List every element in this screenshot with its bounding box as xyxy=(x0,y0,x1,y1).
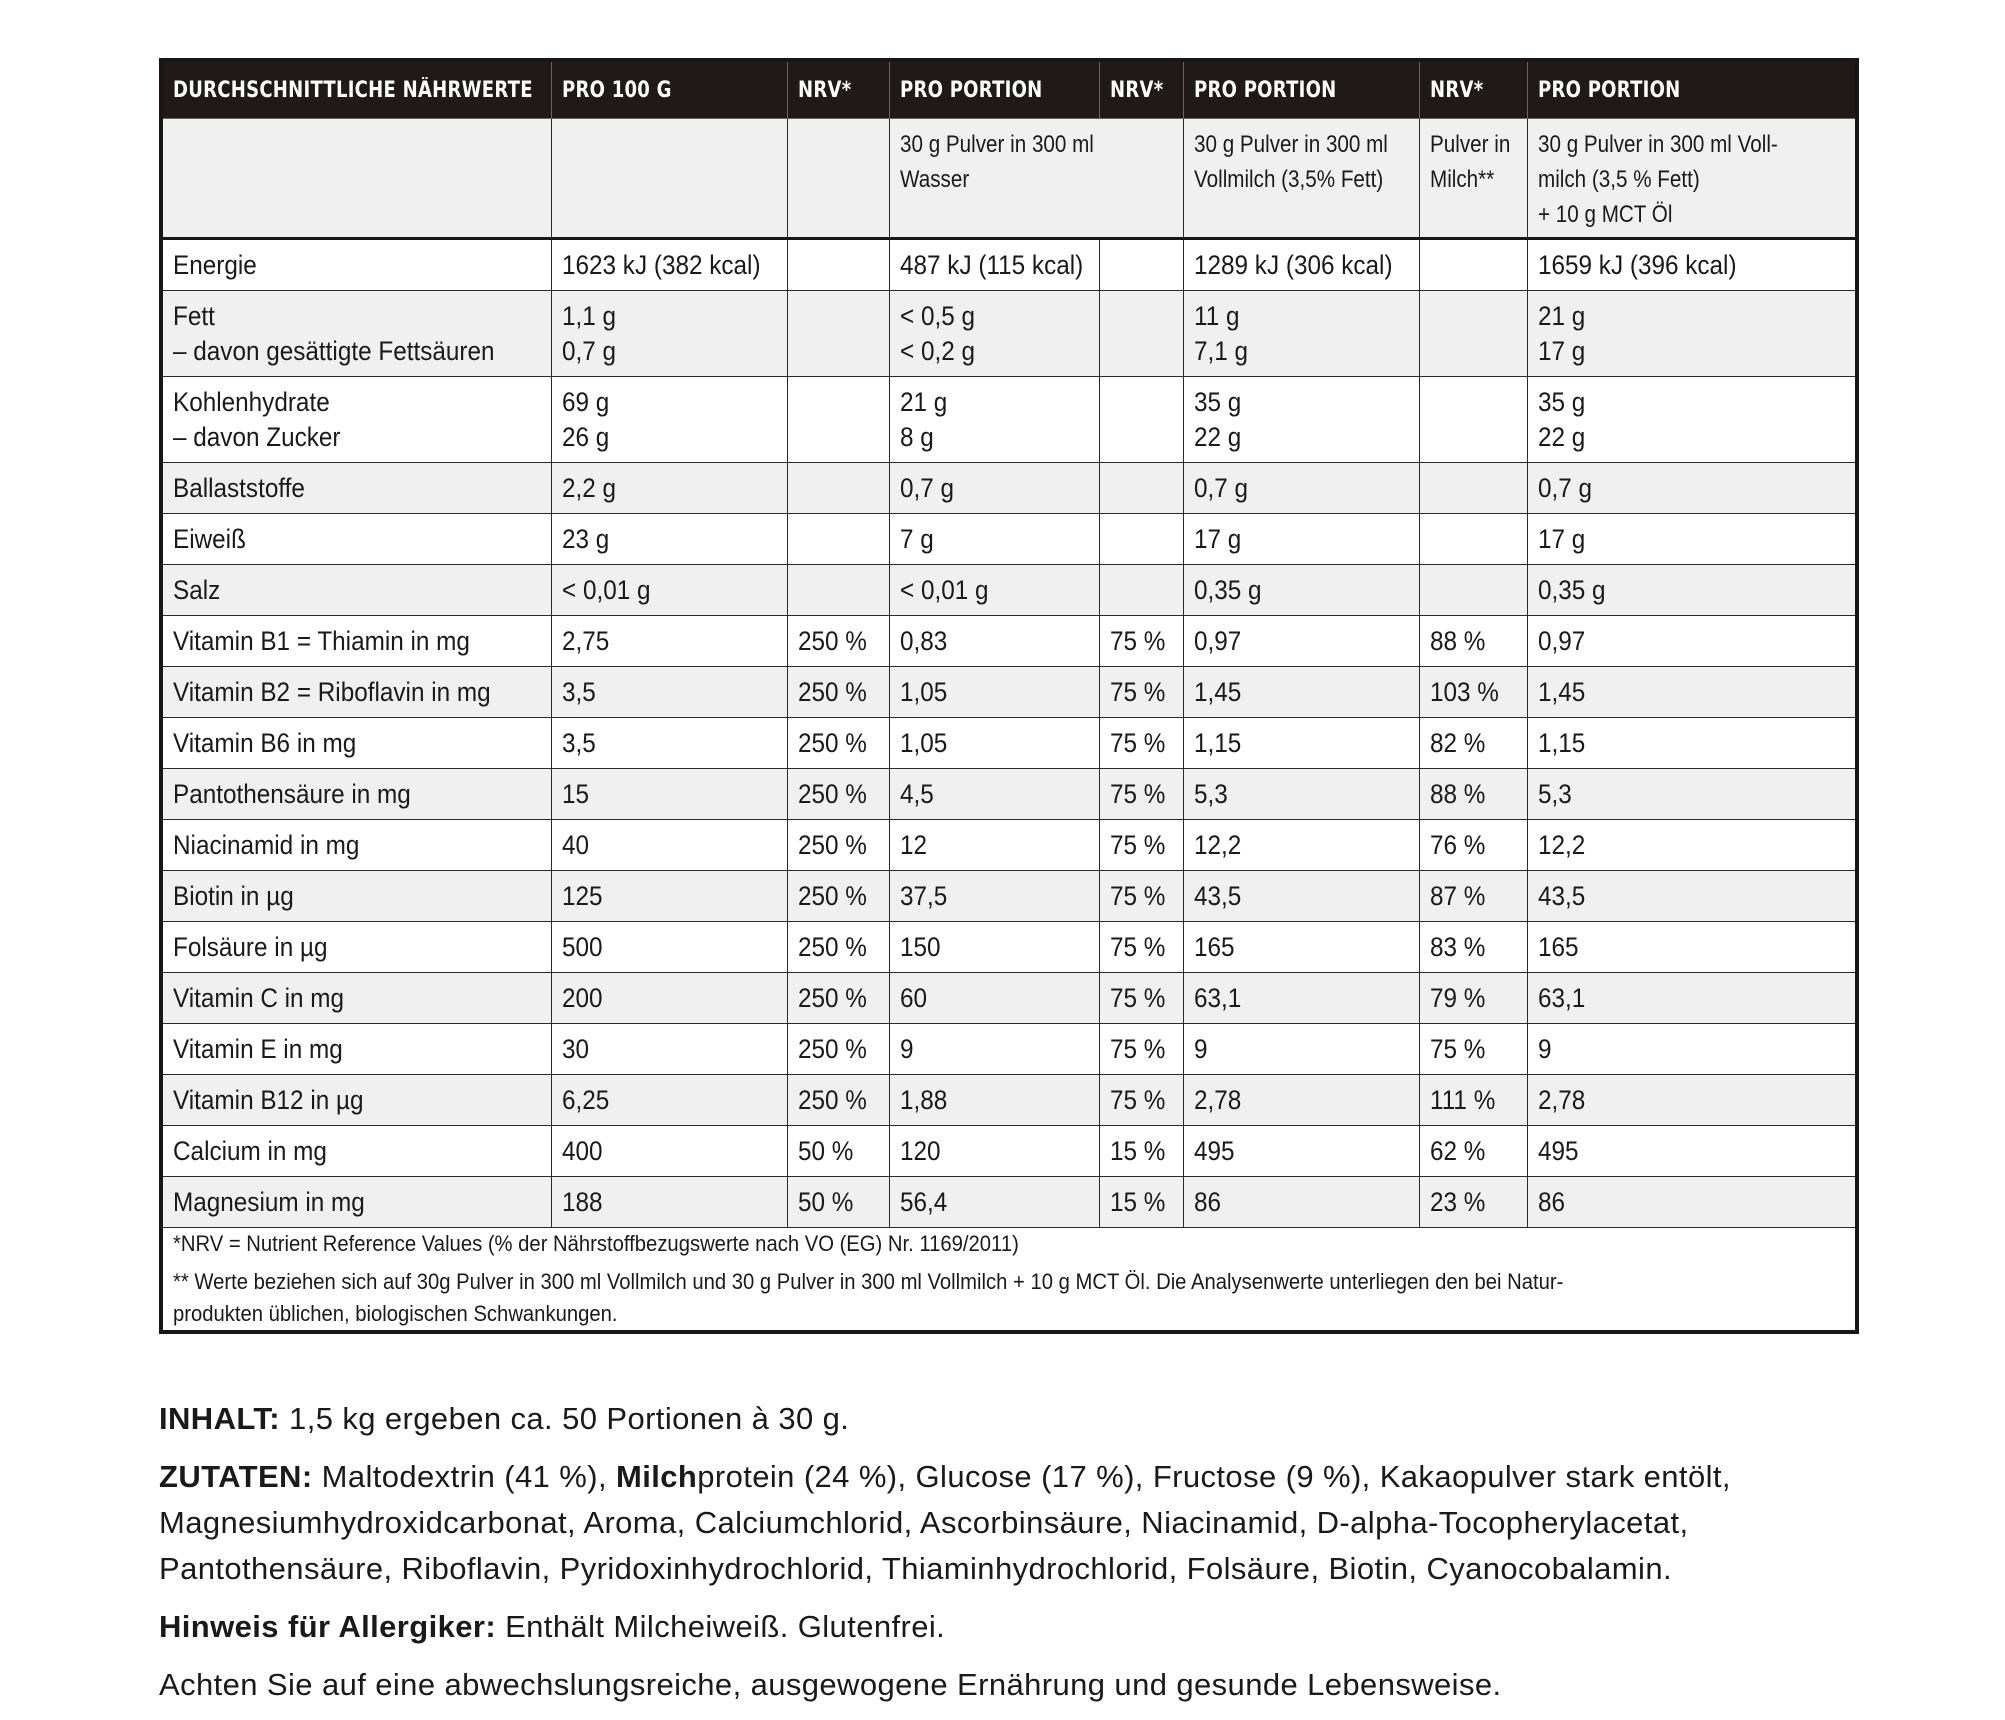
value-cell: 1659 kJ (396 kcal) xyxy=(1527,239,1857,291)
value-cell: 75 % xyxy=(1099,973,1183,1024)
ingredients-text-1: Maltodextrin (41 %), xyxy=(312,1459,616,1494)
value-cell: 88 % xyxy=(1419,616,1527,667)
allergen-text: Enthält Milcheiweiß. Glutenfrei. xyxy=(496,1609,946,1644)
value-cell: 75 % xyxy=(1099,922,1183,973)
nutrient-name-cell: Ballaststoffe xyxy=(161,463,551,514)
table-subheader-row xyxy=(161,119,1857,239)
value-cell xyxy=(1419,377,1527,463)
value-cell: 125 xyxy=(551,871,787,922)
value-cell: 9 xyxy=(1527,1024,1857,1075)
table-row xyxy=(161,769,1857,820)
value-cell: 1289 kJ (306 kcal) xyxy=(1183,239,1419,291)
table-row xyxy=(161,667,1857,718)
value-cell: 3,5 xyxy=(551,667,787,718)
nutrient-name-cell: Eiweiß xyxy=(161,514,551,565)
value-cell: 165 xyxy=(1183,922,1419,973)
value-cell xyxy=(1419,239,1527,291)
nutrient-name-cell: Niacinamid in mg xyxy=(161,820,551,871)
value-cell: 87 % xyxy=(1419,871,1527,922)
table-row xyxy=(161,463,1857,514)
value-cell: 83 % xyxy=(1419,922,1527,973)
value-cell: < 0,5 g < 0,2 g xyxy=(889,291,1099,377)
value-cell: 56,4 xyxy=(889,1177,1099,1228)
footnote-milk: ** Werte beziehen sich auf 30g Pulver in 300 ml Vollmilch und 30 g Pulver in 300 ml Vollmilch + 10 g MCT Öl. Die Analysenwerte unterliegen den bei Natur- produkten üblichen, biologischen Schwankungen. xyxy=(173,1269,1564,1326)
subheader-cell xyxy=(787,119,889,239)
value-cell: 75 % xyxy=(1099,1075,1183,1126)
value-cell: 1,88 xyxy=(889,1075,1099,1126)
value-cell: 75 % xyxy=(1099,820,1183,871)
value-cell: 188 xyxy=(551,1177,787,1228)
nutrition-table xyxy=(159,58,1859,1334)
nutrient-name-cell: Vitamin E in mg xyxy=(161,1024,551,1075)
value-cell: 17 g xyxy=(1183,514,1419,565)
value-cell: 250 % xyxy=(787,667,889,718)
value-cell: 75 % xyxy=(1099,667,1183,718)
value-cell: 12,2 xyxy=(1183,820,1419,871)
value-cell: 86 xyxy=(1527,1177,1857,1228)
nutrient-name-cell: Salz xyxy=(161,565,551,616)
value-cell: 40 xyxy=(551,820,787,871)
value-cell: 5,3 xyxy=(1527,769,1857,820)
value-cell: 15 % xyxy=(1099,1126,1183,1177)
table-row xyxy=(161,718,1857,769)
value-cell: 0,97 xyxy=(1183,616,1419,667)
footnote-nrv: *NRV = Nutrient Reference Values (% der Nährstoffbezugswerte nach VO (EG) Nr. 1169/2011) xyxy=(173,1231,1019,1256)
value-cell: 165 xyxy=(1527,922,1857,973)
value-cell: 1,45 xyxy=(1527,667,1857,718)
value-cell: 35 g 22 g xyxy=(1183,377,1419,463)
value-cell: 75 % xyxy=(1099,769,1183,820)
value-cell: 250 % xyxy=(787,922,889,973)
value-cell: 1,45 xyxy=(1183,667,1419,718)
header-cell: NRV* xyxy=(1419,60,1527,119)
closing-line: Achten Sie auf eine abwechslungsreiche, ausgewogene Ernährung und gesunde Lebensweise. xyxy=(159,1667,1502,1702)
nutrient-name-cell: Folsäure in µg xyxy=(161,922,551,973)
value-cell: 63,1 xyxy=(1527,973,1857,1024)
nutrient-name-cell: Vitamin B6 in mg xyxy=(161,718,551,769)
table-row xyxy=(161,820,1857,871)
table-row xyxy=(161,973,1857,1024)
header-cell: NRV* xyxy=(1099,60,1183,119)
header-cell: NRV* xyxy=(787,60,889,119)
value-cell xyxy=(787,377,889,463)
value-cell: 76 % xyxy=(1419,820,1527,871)
table-row xyxy=(161,616,1857,667)
value-cell: 2,78 xyxy=(1527,1075,1857,1126)
value-cell: 11 g 7,1 g xyxy=(1183,291,1419,377)
value-cell: 86 xyxy=(1183,1177,1419,1228)
value-cell: 75 % xyxy=(1419,1024,1527,1075)
value-cell: 79 % xyxy=(1419,973,1527,1024)
value-cell: 60 xyxy=(889,973,1099,1024)
value-cell: 62 % xyxy=(1419,1126,1527,1177)
nutrient-name-cell: Vitamin B12 in µg xyxy=(161,1075,551,1126)
contents-line xyxy=(159,1396,1879,1442)
table-row xyxy=(161,1126,1857,1177)
table-row xyxy=(161,1177,1857,1228)
value-cell: 0,97 xyxy=(1527,616,1857,667)
value-cell xyxy=(787,463,889,514)
header-cell: PRO 100 G xyxy=(551,60,787,119)
subheader-cell: Pulver in Milch** xyxy=(1419,119,1527,239)
nutrient-name-cell: Kohlenhydrate – davon Zucker xyxy=(161,377,551,463)
value-cell: 4,5 xyxy=(889,769,1099,820)
value-cell: 69 g 26 g xyxy=(551,377,787,463)
value-cell: 1,15 xyxy=(1183,718,1419,769)
value-cell: 200 xyxy=(551,973,787,1024)
value-cell xyxy=(787,514,889,565)
value-cell: 250 % xyxy=(787,820,889,871)
value-cell: 250 % xyxy=(787,973,889,1024)
value-cell: 250 % xyxy=(787,769,889,820)
value-cell: 250 % xyxy=(787,1024,889,1075)
value-cell xyxy=(787,291,889,377)
value-cell: 0,7 g xyxy=(1527,463,1857,514)
value-cell: 9 xyxy=(1183,1024,1419,1075)
header-cell: PRO PORTION xyxy=(1183,60,1419,119)
value-cell: 0,83 xyxy=(889,616,1099,667)
value-cell: 6,25 xyxy=(551,1075,787,1126)
value-cell: 30 xyxy=(551,1024,787,1075)
value-cell: 3,5 xyxy=(551,718,787,769)
subheader-cell xyxy=(551,119,787,239)
value-cell: 103 % xyxy=(1419,667,1527,718)
value-cell: 88 % xyxy=(1419,769,1527,820)
header-cell: PRO PORTION xyxy=(1527,60,1857,119)
value-cell: 1,05 xyxy=(889,667,1099,718)
value-cell: 75 % xyxy=(1099,871,1183,922)
subheader-cell: 30 g Pulver in 300 ml Vollmilch (3,5% Fett) xyxy=(1183,119,1419,239)
value-cell xyxy=(1419,565,1527,616)
table-row xyxy=(161,1024,1857,1075)
nutrient-name-cell: Biotin in µg xyxy=(161,871,551,922)
nutrient-name-cell: Vitamin C in mg xyxy=(161,973,551,1024)
value-cell: 7 g xyxy=(889,514,1099,565)
value-cell: 75 % xyxy=(1099,718,1183,769)
value-cell xyxy=(1099,463,1183,514)
value-cell: 150 xyxy=(889,922,1099,973)
value-cell: 487 kJ (115 kcal) xyxy=(889,239,1099,291)
table-row xyxy=(161,239,1857,291)
value-cell: 0,7 g xyxy=(889,463,1099,514)
nutrient-name-cell: Magnesium in mg xyxy=(161,1177,551,1228)
value-cell: 15 % xyxy=(1099,1177,1183,1228)
value-cell xyxy=(1419,514,1527,565)
value-cell: 35 g 22 g xyxy=(1527,377,1857,463)
value-cell: 12 xyxy=(889,820,1099,871)
value-cell: 2,78 xyxy=(1183,1075,1419,1126)
value-cell: 15 xyxy=(551,769,787,820)
table-row xyxy=(161,922,1857,973)
table-header-row xyxy=(161,60,1857,119)
value-cell xyxy=(1099,565,1183,616)
nutrient-name-cell: Pantothensäure in mg xyxy=(161,769,551,820)
table-row xyxy=(161,1075,1857,1126)
value-cell xyxy=(787,565,889,616)
value-cell: 500 xyxy=(551,922,787,973)
table-row xyxy=(161,377,1857,463)
nutrient-name-cell: Energie xyxy=(161,239,551,291)
value-cell: 12,2 xyxy=(1527,820,1857,871)
value-cell: 1,05 xyxy=(889,718,1099,769)
value-cell: 43,5 xyxy=(1527,871,1857,922)
value-cell: 0,35 g xyxy=(1527,565,1857,616)
nutrient-name-cell: Fett – davon gesättigte Fettsäuren xyxy=(161,291,551,377)
value-cell xyxy=(1419,291,1527,377)
header-cell: PRO PORTION xyxy=(889,60,1099,119)
value-cell: 495 xyxy=(1183,1126,1419,1177)
value-cell: 2,75 xyxy=(551,616,787,667)
footnote-cell xyxy=(161,1228,1857,1333)
table-row xyxy=(161,565,1857,616)
value-cell: 23 % xyxy=(1419,1177,1527,1228)
allergen-label: Hinweis für Allergiker: xyxy=(159,1609,497,1644)
value-cell: 82 % xyxy=(1419,718,1527,769)
footnote-row xyxy=(161,1228,1857,1333)
value-cell xyxy=(787,239,889,291)
value-cell: 21 g 8 g xyxy=(889,377,1099,463)
value-cell: < 0,01 g xyxy=(551,565,787,616)
nutrition-table-container xyxy=(159,58,1855,1334)
value-cell: 400 xyxy=(551,1126,787,1177)
table-row xyxy=(161,291,1857,377)
nutrient-name-cell: Calcium in mg xyxy=(161,1126,551,1177)
contents-label: INHALT: xyxy=(159,1401,281,1436)
value-cell: 75 % xyxy=(1099,616,1183,667)
value-cell: 0,35 g xyxy=(1183,565,1419,616)
value-cell: 9 xyxy=(889,1024,1099,1075)
value-cell: 1,1 g 0,7 g xyxy=(551,291,787,377)
nutrient-name-cell: Vitamin B2 = Riboflavin in mg xyxy=(161,667,551,718)
value-cell: 2,2 g xyxy=(551,463,787,514)
value-cell xyxy=(1099,239,1183,291)
value-cell: 50 % xyxy=(787,1177,889,1228)
subheader-cell xyxy=(161,119,551,239)
value-cell xyxy=(1099,377,1183,463)
nutrient-name-cell: Vitamin B1 = Thiamin in mg xyxy=(161,616,551,667)
value-cell: 250 % xyxy=(787,871,889,922)
value-cell xyxy=(1419,463,1527,514)
value-cell: 17 g xyxy=(1527,514,1857,565)
value-cell: 120 xyxy=(889,1126,1099,1177)
allergen-line xyxy=(159,1604,1879,1650)
value-cell: 63,1 xyxy=(1183,973,1419,1024)
value-cell: 250 % xyxy=(787,616,889,667)
ingredients-label: ZUTATEN: xyxy=(159,1459,313,1494)
contents-text: 1,5 kg ergeben ca. 50 Portionen à 30 g. xyxy=(280,1401,850,1436)
table-row xyxy=(161,871,1857,922)
subheader-cell: 30 g Pulver in 300 ml Wasser xyxy=(889,119,1183,239)
value-cell: < 0,01 g xyxy=(889,565,1099,616)
subheader-cell: 30 g Pulver in 300 ml Voll- milch (3,5 % Fett) + 10 g MCT Öl xyxy=(1527,119,1857,239)
product-info xyxy=(159,1396,1879,1720)
value-cell: 0,7 g xyxy=(1183,463,1419,514)
table-body xyxy=(161,239,1857,1228)
value-cell: 1623 kJ (382 kcal) xyxy=(551,239,787,291)
table-row xyxy=(161,514,1857,565)
value-cell: 250 % xyxy=(787,1075,889,1126)
value-cell: 37,5 xyxy=(889,871,1099,922)
header-cell: DURCHSCHNITTLICHE NÄHRWERTE xyxy=(161,60,551,119)
value-cell: 1,15 xyxy=(1527,718,1857,769)
value-cell: 5,3 xyxy=(1183,769,1419,820)
value-cell: 75 % xyxy=(1099,1024,1183,1075)
value-cell: 250 % xyxy=(787,718,889,769)
value-cell xyxy=(1099,514,1183,565)
ingredients-line xyxy=(159,1454,1879,1592)
value-cell: 495 xyxy=(1527,1126,1857,1177)
value-cell: 23 g xyxy=(551,514,787,565)
value-cell: 21 g 17 g xyxy=(1527,291,1857,377)
value-cell: 43,5 xyxy=(1183,871,1419,922)
value-cell: 50 % xyxy=(787,1126,889,1177)
value-cell xyxy=(1099,291,1183,377)
value-cell: 111 % xyxy=(1419,1075,1527,1126)
ingredients-text-2: protein (24 %), Glucose (17 %), Fructose (9 %), Kakaopulver stark entölt, Magnesiumhydroxidcarbonat, Aroma, Calciumchlorid, Ascorbinsäure, Niacinamid, D-alpha-Tocopherylacetat, Pantothensäure, Riboflavin, Pyridoxinhydrochlorid, Thiaminhydrochlorid, Folsäure, Biotin, Cyanocobalamin. xyxy=(159,1459,1731,1586)
ingredients-allergen-milk: Milch xyxy=(615,1459,698,1494)
